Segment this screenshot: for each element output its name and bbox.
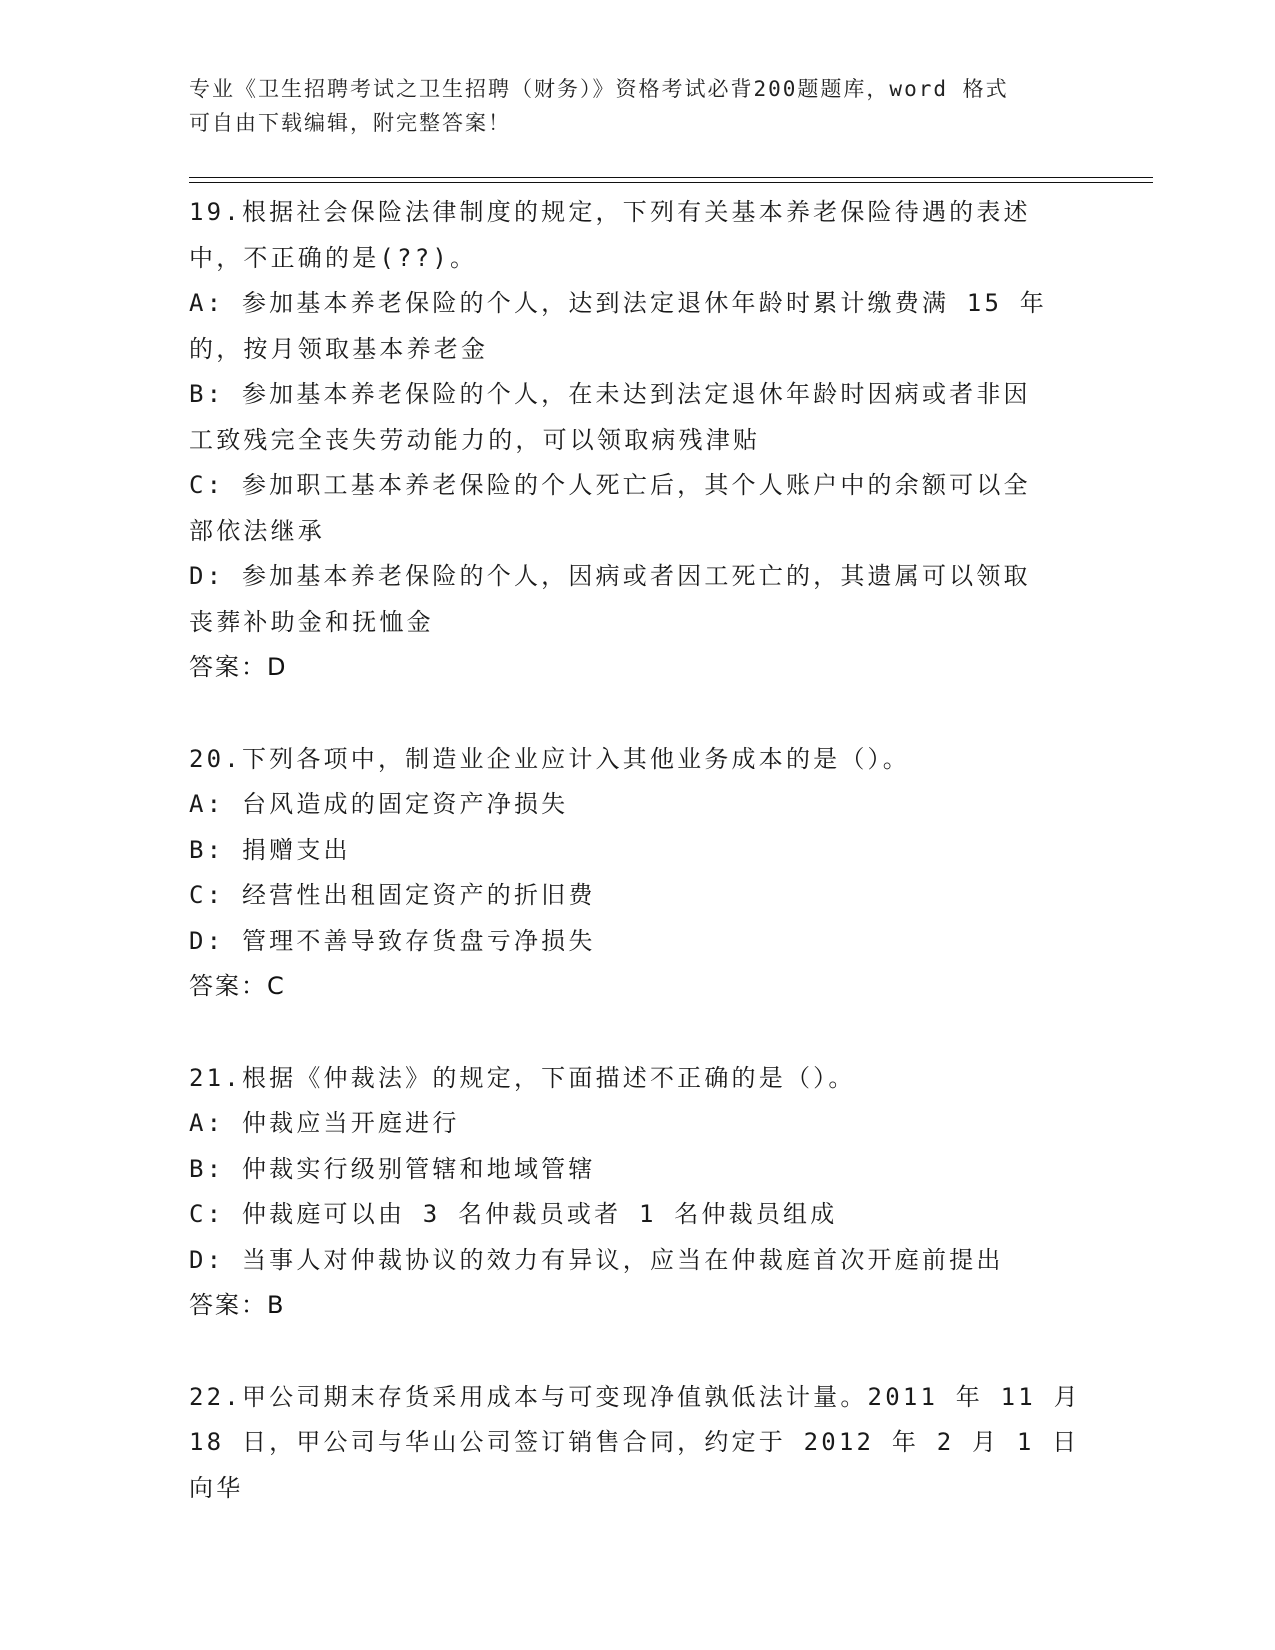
question-stem: 22.甲公司期末存货采用成本与可变现净值孰低法计量。2011 年 11 月	[189, 1382, 1081, 1411]
header-line-1: 专业《卫生招聘考试之卫生招聘（财务）》资格考试必背200题题库，word 格式	[189, 77, 1009, 101]
option-b: 工致残完全丧失劳动能力的，可以领取病残津贴	[189, 425, 761, 454]
header-double-rule	[189, 177, 1153, 183]
header-line-2: 可自由下载编辑，附完整答案！	[189, 111, 511, 135]
question-20	[189, 737, 1089, 1010]
answer-line: 答案：D	[189, 653, 288, 681]
option-d: D: 当事人对仲裁协议的效力有异议，应当在仲裁庭首次开庭前提出	[189, 1245, 1004, 1274]
option-a: 的，按月领取基本养老金	[189, 334, 489, 363]
option-b: B: 参加基本养老保险的个人，在未达到法定退休年龄时因病或者非因	[189, 380, 1031, 408]
question-stem: 20.下列各项中，制造业企业应计入其他业务成本的是（）。	[189, 744, 910, 773]
option-d: 丧葬补助金和抚恤金	[189, 607, 434, 636]
option-b: B: 仲裁实行级别管辖和地域管辖	[189, 1154, 596, 1183]
option-c: C: 仲裁庭可以由 3 名仲裁员或者 1 名仲裁员组成	[189, 1200, 838, 1228]
option-c: C: 参加职工基本养老保险的个人死亡后，其个人账户中的余额可以全	[189, 471, 1031, 499]
question-21	[189, 1056, 1089, 1329]
option-b: B: 捐赠支出	[189, 835, 351, 864]
question-list	[189, 190, 1089, 1557]
document-header	[189, 72, 1069, 140]
question-stem: 18 日，甲公司与华山公司签订销售合同，约定于 2012 年 2 月 1 日向华	[189, 1428, 1080, 1502]
question-stem: 中，不正确的是(??)。	[189, 243, 478, 272]
option-d: D: 参加基本养老保险的个人，因病或者因工死亡的，其遗属可以领取	[189, 562, 1031, 590]
question-stem: 21.根据《仲裁法》的规定，下面描述不正确的是（）。	[189, 1063, 856, 1092]
answer-line: 答案：C	[189, 972, 286, 1000]
answer-line: 答案：B	[189, 1291, 286, 1319]
option-c: C: 经营性出租固定资产的折旧费	[189, 881, 596, 909]
question-22	[189, 1375, 1089, 1512]
option-d: D: 管理不善导致存货盘亏净损失	[189, 926, 596, 955]
option-a: A: 台风造成的固定资产净损失	[189, 790, 569, 818]
option-c: 部依法继承	[189, 516, 325, 545]
option-a: A: 参加基本养老保险的个人，达到法定退休年龄时累计缴费满 15 年	[189, 289, 1047, 317]
question-19	[189, 190, 1089, 691]
option-a: A: 仲裁应当开庭进行	[189, 1109, 460, 1137]
question-stem: 19.根据社会保险法律制度的规定，下列有关基本养老保险待遇的表述	[189, 198, 1031, 226]
